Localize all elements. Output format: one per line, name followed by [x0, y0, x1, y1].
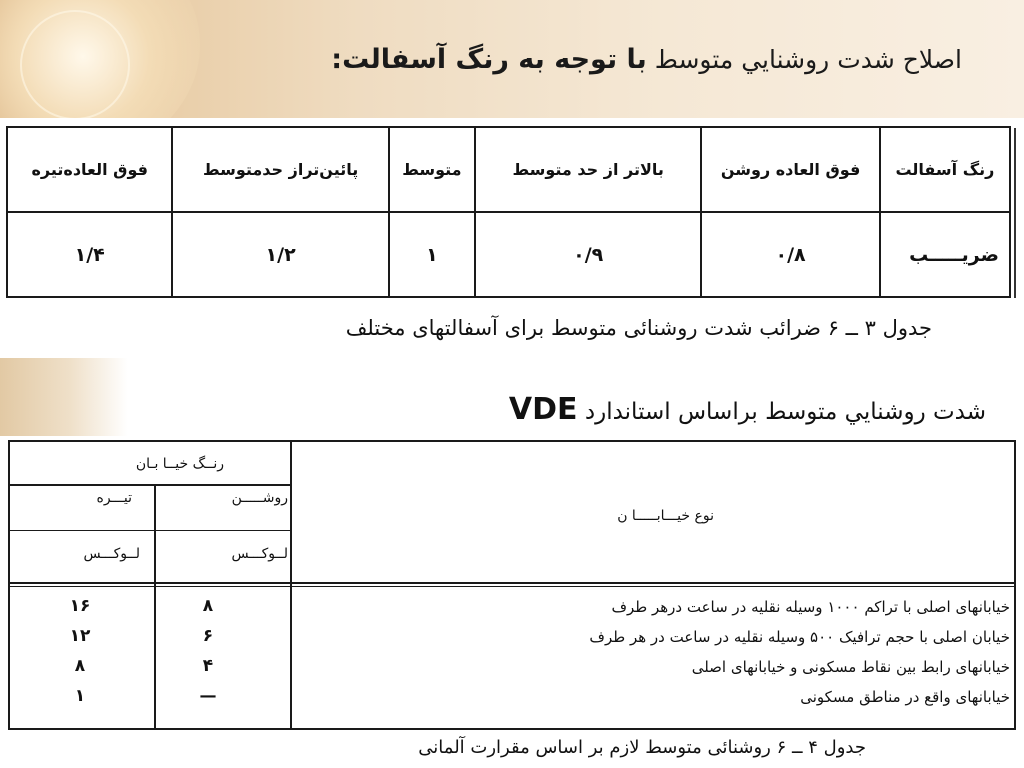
value-cell: ۰/۹ — [475, 212, 701, 297]
light-unit-label: لــوکـــس — [231, 546, 288, 562]
page-title — [331, 44, 962, 75]
header-cell: فوق العاده روشن — [701, 127, 879, 212]
row-divider — [10, 586, 1014, 587]
title-banner — [0, 0, 1024, 118]
light-value-cell: ۶ — [202, 626, 214, 646]
page-title-part1: اصلاح شدت روشنايي متوسط — [654, 45, 962, 74]
column-divider — [154, 484, 156, 728]
header-cell: رنگ آسفالت — [880, 127, 1010, 212]
value-cell: ۱/۴ — [7, 212, 172, 297]
row-label-cell: ضریـــــب — [880, 212, 1010, 297]
table-row — [7, 127, 1010, 212]
table2-caption: جدول ۴ ــ ۶ روشنائی متوسط لازم بر اساس مقرارت آلمانی — [418, 737, 866, 758]
street-type-cell: خیابانهای واقع در مناطق مسکونی — [800, 688, 1010, 706]
side-decoration — [0, 358, 128, 436]
value-cell: ۱ — [389, 212, 475, 297]
dark-unit-label: لــوکـــس — [83, 546, 140, 562]
value-cell: ۱/۲ — [172, 212, 388, 297]
light-value-cell: ۴ — [202, 656, 214, 676]
row-divider — [10, 582, 1014, 584]
section-title — [509, 392, 986, 427]
row-divider — [10, 484, 290, 486]
table1-caption: جدول ۳ ــ ۶ ضرائب شدت روشنائی متوسط برای آسفالتهای مختلف — [345, 316, 932, 340]
street-type-cell: خیابانهای اصلی با تراکم ۱۰۰۰ وسیله نقلیه در ساعت درهر طرف — [611, 598, 1010, 616]
header-cell: پائین‌تراز حدمتوسط — [172, 127, 388, 212]
dark-value-cell: ۱ — [74, 686, 86, 706]
dark-value-cell: ۱۶ — [69, 596, 91, 616]
street-type-header: نوع خیـــابـــــا ن — [617, 508, 714, 524]
header-cell: فوق العاده‌تیره — [7, 127, 172, 212]
table-row — [7, 212, 1010, 297]
vde-luminance-table — [8, 440, 1016, 730]
dark-column-header: تیـــره — [96, 490, 132, 506]
street-color-header: رنــگ خیــا بـان — [135, 456, 224, 472]
header-cell: متوسط — [389, 127, 475, 212]
header-cell: بالاتر از حد متوسط — [475, 127, 701, 212]
light-column-header: روشـــــن — [231, 490, 288, 506]
dark-value-cell: ۱۲ — [69, 626, 91, 646]
section-title-standard: VDE — [508, 392, 578, 427]
light-value-cell: ۸ — [202, 596, 214, 616]
dark-value-cell: ۸ — [74, 656, 86, 676]
column-divider — [290, 442, 292, 728]
section-title-text: شدت روشنايي متوسط براساس استاندارد — [584, 399, 986, 425]
row-divider — [10, 530, 290, 531]
value-cell: ۰/۸ — [701, 212, 879, 297]
vertical-rule — [1014, 128, 1016, 298]
light-value-cell: — — [199, 686, 217, 706]
street-type-cell: خیابانهای رابط بین نقاط مسکونی و خیابانهای اصلی — [691, 658, 1010, 676]
street-type-cell: خیابان اصلی با حجم ترافیک ۵۰۰ وسیله نقلیه در ساعت در هر طرف — [589, 628, 1010, 646]
asphalt-coefficient-table — [6, 126, 1011, 298]
banner-ring-decoration — [20, 10, 130, 118]
page-title-part2: با توجه به رنگ آسفالت: — [331, 44, 647, 75]
